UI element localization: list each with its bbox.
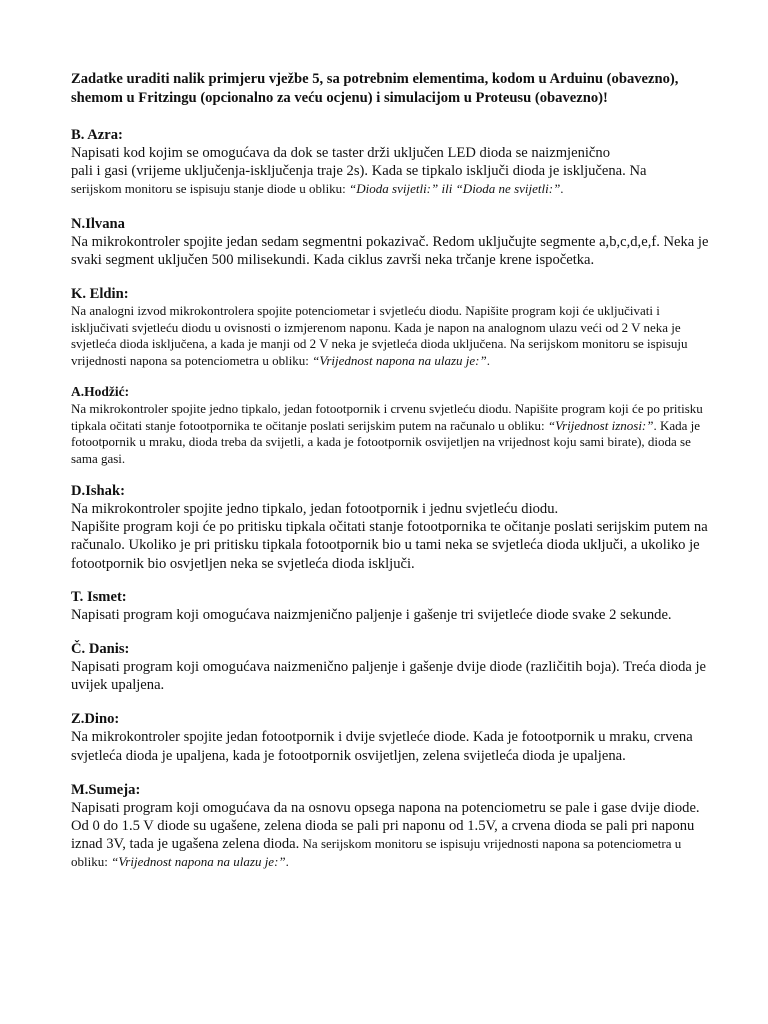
task-heading: Z.Dino: [71, 711, 120, 728]
document-page [71, 70, 711, 886]
task-text-line: Napisati kod kojim se omogućava da dok se taster drži uključen LED dioda se naizmjenično [71, 145, 611, 161]
task-text-body: Napisati program koji omogućava da na osnovu opsega napona na potenciometru se pale i gase dvije diode. Od 0 do 1.5 V diode su ugašene, zelena dioda se pali pri naponu od 1.5V, a crvena dioda se pali pri naponu iznad 3V, tada je ugašena zelena dioda. [71, 799, 700, 853]
task-heading: T. Ismet: [71, 588, 127, 605]
task-text: Napisati program koji omogućava naizmenično paljenje i gašenje dvije diode (različitih boja). Treća dioda je uvijek upaljena. [71, 659, 707, 694]
task-text-body: Na analogni izvod mikrokontrolera spojite potenciometar i svjetleću diodu. Napišite program koji će uključivati i isključivati svjetleću diodu u ovisnosti o izmjerenom naponu. Kada je napon na analognom ulazu veći od 2 V neka je svjetleća dioda isključena, a kada je manji od 2 V neka je svjetleća dioda uključena. Na serijskom monitoru se ispisuju vrijednosti napona sa potenciometra u obliku: [71, 303, 688, 368]
output-format-quote: “Vrijednost napona na ulazu je:” [312, 352, 487, 368]
task-eldin [71, 285, 711, 369]
task-text: Na mikrokontroler spojite jedan sedam segmentni pokazivač. Redom uključujte segmente a,b,c,d,e,f. Neka je svaki segment uključen 500 milisekundi. Kada ciklus završi neka trčanje krene ispočetka. [71, 233, 709, 268]
task-text: Napisati program koji omogućava naizmjenično paljenje i gašenje tri svijetleće diode svake 2 sekunde. [71, 606, 672, 623]
task-dino [71, 710, 711, 764]
task-ilvana [71, 215, 711, 269]
task-text [71, 799, 711, 872]
task-azra [71, 126, 711, 199]
task-heading: Č. Danis: [71, 641, 130, 658]
assignment-intro: Zadatke uraditi nalik primjeru vježbe 5, sa potrebnim elementima, kodom u Arduinu (obavezno), shemom u Fritzingu (opcionalno za veću ocjenu) i simulacijom u Proteusu (obavezno)! [71, 71, 679, 106]
task-text-suffix: . [560, 181, 564, 197]
task-ishak [71, 482, 711, 573]
task-text-line: pali i gasi (vrijeme uključenja-isključenja traje 2s). Kada se tipkalo isključi dioda je isključena. Na [71, 163, 647, 180]
task-text-suffix: . Kada je fotootpornik u mraku, dioda treba da svijetli, a kada je fotootpornik osvijetljen na vrijednost koju sami birate), dioda se sama gasi. [71, 417, 701, 466]
task-heading: K. Eldin: [71, 286, 129, 303]
task-text-body: Na mikrokontroler spojite jedno tipkalo, jedan fotootpornik i crvenu svjetleću diodu. Napišite program koji će po pritisku tipkala očitati stanje fotootpornika te očitanje poslati serijskim putem na računalo u obliku: [71, 401, 703, 433]
task-heading: N.Ilvana [71, 215, 125, 232]
task-heading: B. Azra: [71, 127, 123, 143]
task-text [71, 144, 711, 199]
task-text-suffix: . [486, 352, 490, 368]
task-text-line: Na mikrokontroler spojite jedno tipkalo, jedan fotootpornik i jednu svjetleću diodu. [71, 501, 559, 518]
task-heading: D.Ishak: [71, 483, 125, 500]
task-hodzic [71, 383, 711, 467]
task-heading: A.Hodžić: [71, 384, 130, 400]
output-format-quote: “Dioda svijetli:” ili “Dioda ne svijetli:” [349, 181, 561, 197]
task-text-suffix: . [285, 854, 289, 870]
task-sumeja [71, 781, 711, 872]
output-format-quote: “Vrijednost iznosi:” [547, 417, 654, 433]
task-heading: M.Sumeja: [71, 781, 141, 798]
task-text [71, 500, 711, 573]
task-text: Na mikrokontroler spojite jedan fotootpornik i dvije svjetleće diode. Kada je fotootpornik u mraku, crvena svjetleća dioda je upaljena, kada je fotootpornik osvijetljen, zelena svijetleća dioda je upaljena. [71, 729, 693, 764]
task-text-line: serijskom monitoru se ispisuju stanje diode u obliku: [71, 181, 350, 197]
output-format-quote: “Vrijednost napona na ulazu je:” [111, 854, 286, 870]
task-text-small: Na serijskom monitoru se ispisuju vrijednosti napona sa potenciometra u obliku: [71, 836, 682, 870]
task-ismet [71, 588, 711, 624]
task-text-line: Napišite program koji će po pritisku tipkala očitati stanje fotootpornika te očitanje poslati serijskim putem na računalo. Ukoliko je pri pritisku tipkala fotootpornik bio u tami neka se svjetleća dioda uključi, a ukoliko je fotootpornik bio osvjetljen neka se svjetleća dioda isključi. [71, 519, 708, 572]
task-text [71, 303, 711, 369]
task-text [71, 401, 711, 467]
task-danis [71, 640, 711, 694]
